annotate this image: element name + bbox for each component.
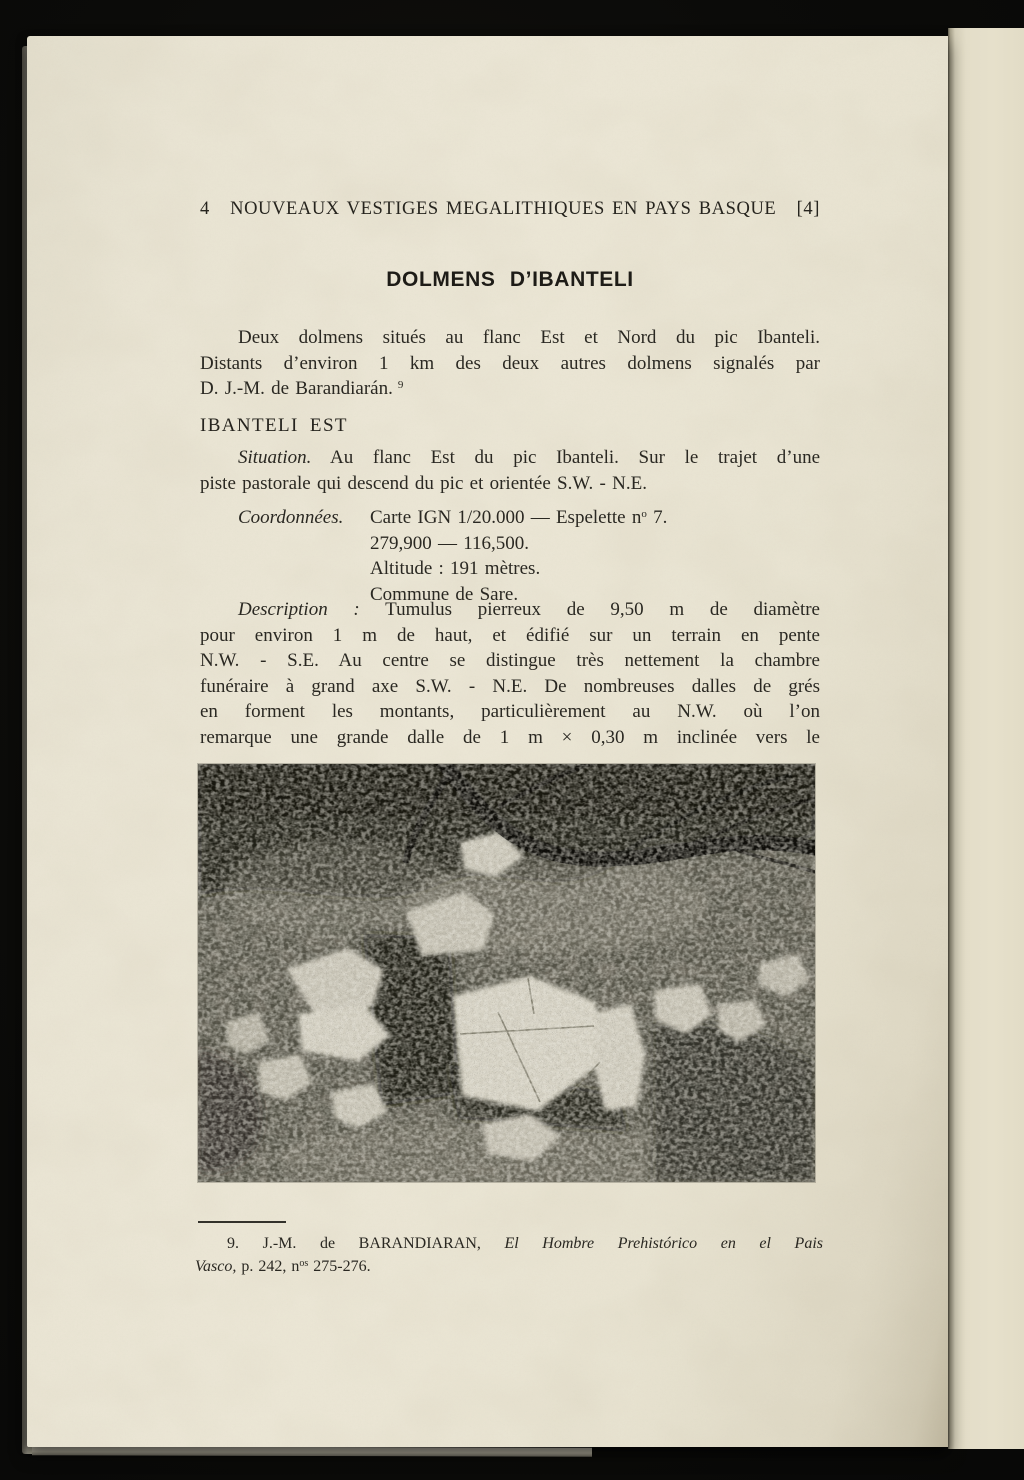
coordinates-label: Coordonnées.: [238, 507, 344, 528]
book-page: [27, 36, 948, 1447]
coordinates-block: [200, 505, 820, 607]
situation-paragraph: [200, 445, 820, 496]
text-line: Situation. Au flanc Est du pic Ibanteli. Sur le trajet d’une: [238, 447, 820, 468]
text-line: Deux dolmens situés au flanc Est et Nord du pic Ibanteli.: [238, 327, 820, 348]
text-line: [195, 1232, 823, 1255]
text-line: Altitude : 191 mètres.: [370, 558, 541, 579]
footnote: [195, 1232, 823, 1278]
ordinal-superscript: o: [641, 508, 647, 520]
text-line: pour environ 1 m de haut, et édifié sur un terrain en pente: [200, 624, 820, 646]
page-header: [200, 199, 820, 220]
intro-paragraph: [200, 325, 820, 402]
subsection-heading: IBANTELI EST: [200, 415, 348, 436]
text-line: Commune de Sare.: [370, 583, 519, 605]
footnote-rule: [198, 1221, 286, 1223]
text-line: Description : Tumulus pierreux de 9,50 m de diamètre: [238, 599, 820, 620]
ordinal-superscript: os: [299, 1258, 309, 1269]
page-number-left: 4: [200, 199, 210, 219]
situation-label: Situation.: [238, 447, 312, 468]
footnote-reference: 9: [397, 379, 404, 391]
footnote-book-title: El Hombre Prehistórico en el Pais: [480, 1235, 823, 1252]
section-title: DOLMENS D’IBANTELI: [386, 268, 634, 291]
text-line: en forment les montants, particulièrement au N.W. où l’on: [200, 701, 820, 722]
text-line: Vasco, p. 242, n$^{os}$ 275-276.: [195, 1258, 371, 1275]
text-line: 279,900 — 116,500.: [370, 532, 530, 554]
text-line: piste pastorale qui descend du pic et orientée S.W. - N.E.: [200, 472, 647, 494]
description-label: Description :: [238, 599, 360, 620]
footnote-citation: 9. J.-M. de BARANDIARAN,: [227, 1235, 481, 1252]
text-line: funéraire à grand axe S.W. - N.E. De nombreuses dalles de grés: [200, 675, 820, 697]
page-stack-edge-bottom: [32, 1446, 592, 1456]
text-line: remarque une grande dalle de 1 m × 0,30 m inclinée vers le: [200, 726, 820, 748]
text-line: D. J.-M. de Barandiarán. $^9$: [200, 378, 404, 399]
text-line: Distants d’environ 1 km des deux autres dolmens signalés par: [200, 352, 820, 374]
page-number-right: [4]: [796, 199, 820, 219]
facing-page-edge: [948, 28, 1024, 1449]
dolmen-photograph: [198, 764, 815, 1182]
running-title: NOUVEAUX VESTIGES MEGALITHIQUES EN PAYS BASQUE: [230, 199, 777, 219]
description-paragraph: [200, 597, 820, 750]
text-line: N.W. - S.E. Au centre se distingue très nettement la chambre: [200, 650, 820, 671]
text-line: Coordonnées. Carte IGN 1/20.000 — Espelette $n^o$ 7.: [200, 505, 820, 531]
